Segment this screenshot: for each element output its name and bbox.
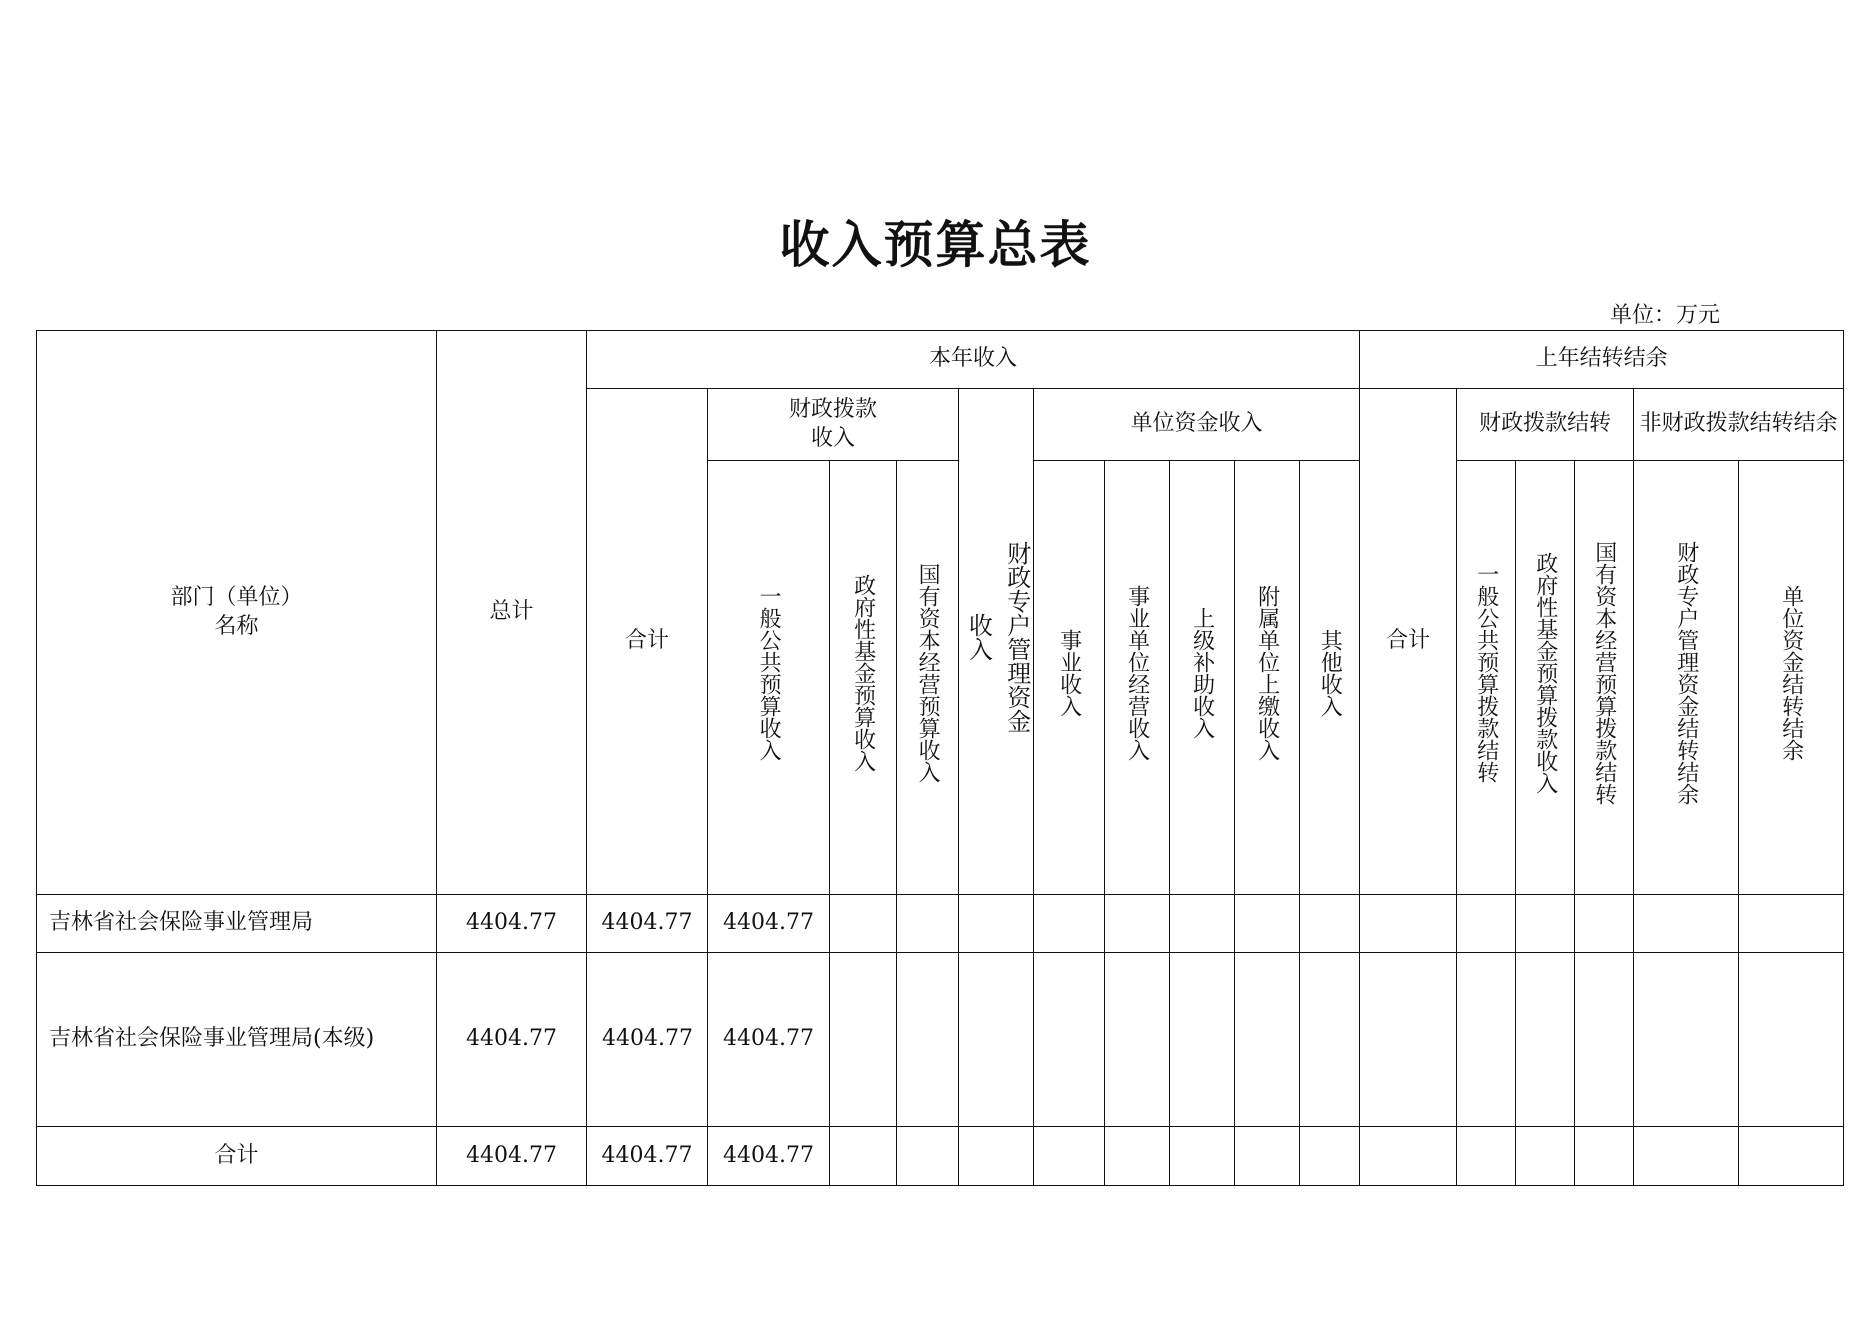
header-other-income: 其他收入 [1317,629,1343,718]
header-fiscal-carry: 财政拨款结转 [1457,389,1634,461]
header-gov-fund: 政府性基金预算收入 [850,574,876,773]
row-general-public: 4404.77 [708,895,830,953]
header-business-income: 事业收入 [1056,629,1082,718]
header-general-public: 一般公共预算收入 [756,585,782,762]
row-name: 吉林省社会保险事业管理局 [37,895,437,953]
header-fiscal-income: 财政拨款 收入 [708,389,959,461]
row-general-public: 4404.77 [708,1127,830,1186]
table-row [37,895,1844,953]
row-cy-total: 4404.77 [587,953,708,1127]
header-total: 总计 [437,331,587,895]
header-nonfiscal-carry: 非财政拨款结转结余 [1634,389,1844,461]
header-current-year: 本年收入 [587,331,1360,389]
row-total: 4404.77 [437,953,587,1127]
income-budget-table [36,330,1844,1186]
header-cy-total: 合计 [587,389,708,895]
header-state-capital: 国有资本经营预算收入 [915,563,941,784]
header-affiliate-income: 附属单位上缴收入 [1254,585,1280,762]
row-general-public: 4404.77 [708,953,830,1127]
header-gov-fund-carry: 政府性基金预算拨款收入 [1532,552,1558,795]
table-row-total [37,1127,1844,1186]
header-row-1 [37,331,1844,389]
header-state-capital-carry: 国有资本经营预算拨款结转 [1591,541,1617,806]
header-special-carry: 财政专户管理资金结转结余 [1673,541,1699,806]
header-fiscal-special-cell [959,389,1034,895]
row-total: 4404.77 [437,895,587,953]
table-row [37,953,1844,1127]
unit-label: 单位：万元 [1610,303,1721,328]
row-name: 吉林省社会保险事业管理局(本级) [37,953,437,1127]
header-unit-carry: 单位资金结转结余 [1778,585,1804,762]
header-py-total: 合计 [1360,389,1457,895]
header-general-carry: 一般公共预算拨款结转 [1473,563,1499,784]
header-dept: 部门（单位） 名称 [37,331,437,895]
row-cy-total: 4404.77 [587,1127,708,1186]
header-prev-year: 上年结转结余 [1360,331,1844,389]
header-operating-income: 事业单位经营收入 [1124,585,1150,762]
row-name: 合计 [37,1127,437,1186]
header-superior-subsidy: 上级补助收入 [1189,607,1215,740]
page-title: 收入预算总表 [779,215,1092,274]
row-cy-total: 4404.77 [587,895,708,953]
header-unit-funds: 单位资金收入 [1034,389,1360,461]
row-total: 4404.77 [437,1127,587,1186]
header-fiscal-special: 财政专户管理资金收入 [964,541,1031,734]
